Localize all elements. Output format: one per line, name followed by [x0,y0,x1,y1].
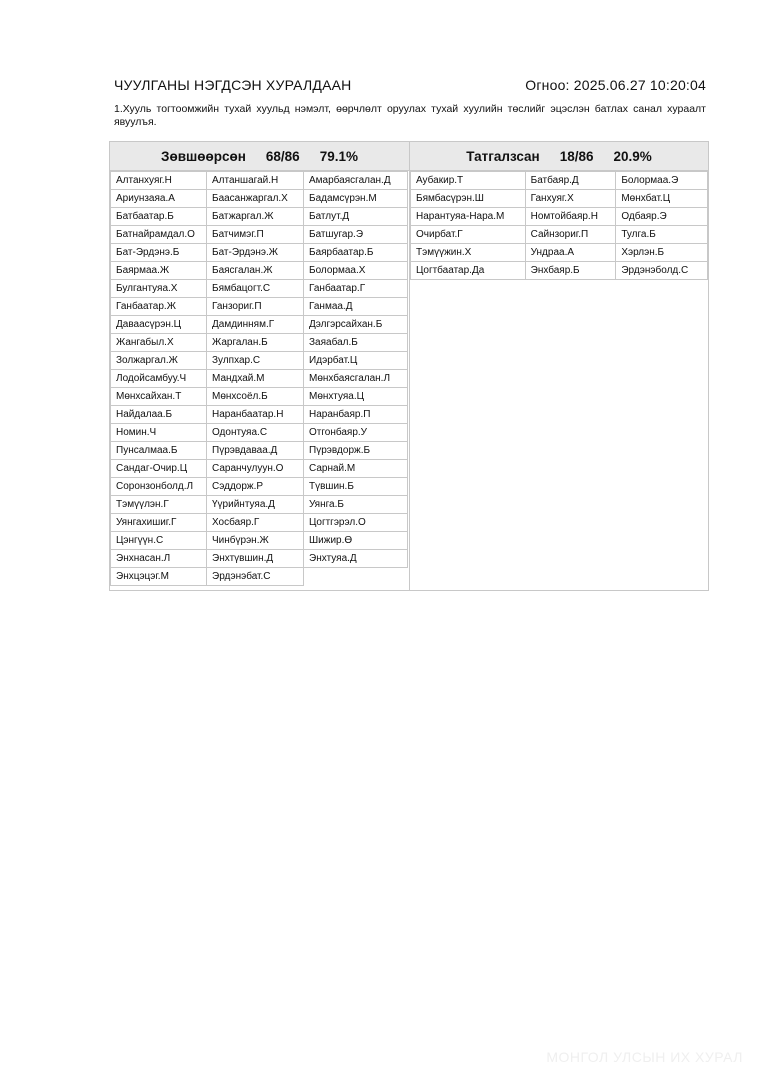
member-name: Даваасүрэн.Ц [111,316,207,334]
member-name: Дамдинням.Г [207,316,304,334]
member-name: Энхтуяа.Д [304,550,408,568]
member-name: Батшугар.Э [304,226,408,244]
member-name: Батбаатар.Б [111,208,207,226]
member-name: Батбаяр.Д [525,172,616,190]
member-name: Цогтбаатар.Да [411,262,526,280]
member-name: Баярмаа.Ж [111,262,207,280]
table-row [111,388,408,406]
member-name: Уянга.Б [304,496,408,514]
reject-names-table [410,171,708,280]
member-name: Энхбаяр.Б [525,262,616,280]
member-name: Сандаг-Очир.Ц [111,460,207,478]
table-row [111,496,408,514]
member-name: Бямбацогт.С [207,280,304,298]
member-name: Мөнхбат.Ц [616,190,708,208]
member-name: Баясгалан.Ж [207,262,304,280]
member-name: Сайнзориг.П [525,226,616,244]
table-row [411,262,708,280]
table-row [411,244,708,262]
reject-percent: 20.9% [613,148,652,164]
table-row [111,460,408,478]
member-name: Заяабал.Б [304,334,408,352]
watermark: МОНГОЛ УЛСЫН ИХ ХУРАЛ [546,1049,743,1065]
approve-percent: 79.1% [319,148,358,164]
member-name: Одбаяр.Э [616,208,708,226]
member-name: Энхтүвшин.Д [207,550,304,568]
table-row [111,532,408,550]
approve-header [110,142,409,171]
date-value: 2025.06.27 10:20:04 [573,77,706,93]
member-name: Мөнхтуяа.Ц [304,388,408,406]
member-name: Бадамсүрэн.М [304,190,408,208]
member-name: Алтаншагай.Н [207,172,304,190]
vote-datetime [525,77,706,93]
member-name: Наранбаатар.Н [207,406,304,424]
member-name: Очирбат.Г [411,226,526,244]
member-name: Одонтуяа.С [207,424,304,442]
table-row [111,190,408,208]
member-name: Бат-Эрдэнэ.Б [111,244,207,262]
member-name: Найдалаа.Б [111,406,207,424]
approve-label: Зөвшөөрсөн [161,148,246,164]
member-name: Батнайрамдал.О [111,226,207,244]
member-name: Шижир.Ө [304,532,408,550]
approve-block [109,141,410,591]
member-name: Болормаа.Э [616,172,708,190]
table-row [111,208,408,226]
approve-count: 68/86 [265,148,300,164]
member-name: Мөнхбаясгалан.Л [304,370,408,388]
table-row [111,406,408,424]
table-row [411,172,708,190]
table-row [111,352,408,370]
member-name: Соронзонболд.Л [111,478,207,496]
table-row [111,550,408,568]
page-header [114,77,706,93]
table-row [111,370,408,388]
member-name: Батчимэг.П [207,226,304,244]
member-name: Болормаа.Х [304,262,408,280]
member-name: Ундраа.А [525,244,616,262]
member-name: Хэрлэн.Б [616,244,708,262]
member-name: Ганхуяг.Х [525,190,616,208]
member-name: Идэрбат.Ц [304,352,408,370]
member-name: Уянгахишиг.Г [111,514,207,532]
member-name: Булгантуяа.Х [111,280,207,298]
member-name: Жаргалан.Б [207,334,304,352]
member-name: Тэмүүлэн.Г [111,496,207,514]
member-name: Ариунзаяа.А [111,190,207,208]
reject-header [410,142,708,171]
page-title: ЧУУЛГАНЫ НЭГДСЭН ХУРАЛДААН [114,77,352,93]
reject-block [409,141,709,591]
member-name: Аубакир.Т [411,172,526,190]
member-name: Нарантуяа-Нара.М [411,208,526,226]
member-name: Тэмүүжин.Х [411,244,526,262]
table-row [111,298,408,316]
member-name: Бямбасүрэн.Ш [411,190,526,208]
member-name: Бат-Эрдэнэ.Ж [207,244,304,262]
member-name: Түвшин.Б [304,478,408,496]
table-row [111,568,408,586]
member-name: Батлут.Д [304,208,408,226]
member-name: Саранчулуун.О [207,460,304,478]
table-row [111,316,408,334]
member-name: Золжаргал.Ж [111,352,207,370]
member-name: Энхцэцэг.М [111,568,207,586]
member-name: Эрдэнэболд.С [616,262,708,280]
member-name: Отгонбаяр.У [304,424,408,442]
member-name: Пүрэвдаваа.Д [207,442,304,460]
member-name: Дэлгэрсайхан.Б [304,316,408,334]
member-name: Баасанжаргал.Х [207,190,304,208]
member-name: Номтойбаяр.Н [525,208,616,226]
table-row [111,442,408,460]
member-name: Ганмаа.Д [304,298,408,316]
member-name: Алтанхуяг.Н [111,172,207,190]
member-name: Мөнхсайхан.Т [111,388,207,406]
table-row [111,478,408,496]
table-row [411,226,708,244]
table-row [111,226,408,244]
member-name: Цэнгүүн.С [111,532,207,550]
member-name: Номин.Ч [111,424,207,442]
member-name: Баярбаатар.Б [304,244,408,262]
member-name: Лодойсамбуу.Ч [111,370,207,388]
reject-count: 18/86 [559,148,594,164]
member-name: Мөнхсоёл.Б [207,388,304,406]
approve-names-table [110,171,408,586]
member-name: Жангабыл.Х [111,334,207,352]
member-name: Эрдэнэбат.С [207,568,304,586]
member-name: Энхнасан.Л [111,550,207,568]
member-name: Ганбаатар.Г [304,280,408,298]
member-name: Мандхай.М [207,370,304,388]
member-name: Пүрэвдорж.Б [304,442,408,460]
member-name: Чинбүрэн.Ж [207,532,304,550]
table-row [111,280,408,298]
member-name: Тулга.Б [616,226,708,244]
member-name: Хосбаяр.Г [207,514,304,532]
date-label: Огноо: [525,77,570,93]
member-name: Цогтгэрэл.О [304,514,408,532]
table-row [111,514,408,532]
member-name: Зулпхар.С [207,352,304,370]
member-name: Сэддорж.Р [207,478,304,496]
member-name: Амарбаясгалан.Д [304,172,408,190]
member-name: Пунсалмаа.Б [111,442,207,460]
member-name: Наранбаяр.П [304,406,408,424]
table-row [111,262,408,280]
member-name: Сарнай.М [304,460,408,478]
table-row [111,424,408,442]
table-row [111,334,408,352]
agenda-description: 1.Хууль тогтоомжийн тухай хуульд нэмэлт, өөрчлөлт оруулах тухай хуулийн төслийг эцэслэн батлах санал хураалт явуулъя. [114,103,706,128]
member-name: Үүрийнтуяа.Д [207,496,304,514]
member-name: Батжаргал.Ж [207,208,304,226]
reject-label: Татгалзсан [466,148,540,164]
table-row [411,190,708,208]
table-row [111,172,408,190]
table-row [411,208,708,226]
member-name: Ганзориг.П [207,298,304,316]
table-row [111,244,408,262]
member-name: Ганбаатар.Ж [111,298,207,316]
